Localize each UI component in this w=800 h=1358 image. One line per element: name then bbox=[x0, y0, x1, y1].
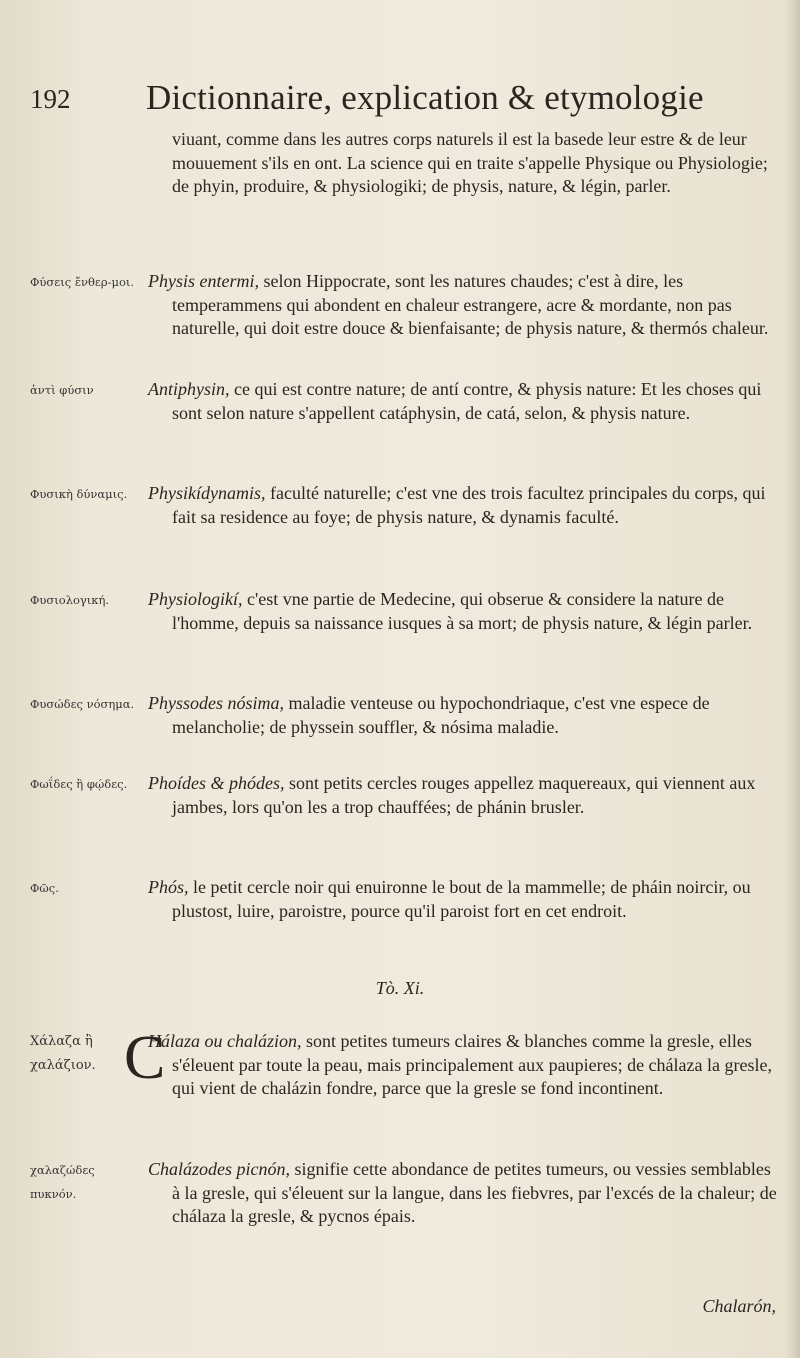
entry-definition: ce qui est contre nature; de antí contre, & physis nature: Et les choses qui sont selon nature s'appellent catáphysin, de catá, selon, & physis nature. bbox=[172, 379, 762, 423]
greek-margin-note: Φῶς. bbox=[30, 881, 59, 895]
greek-margin-note: Φωΐδες ἢ φῴδες. bbox=[30, 777, 128, 791]
entry-headword: Hálaza ou chalázion, bbox=[148, 1031, 302, 1051]
entry-definition: sont petites tumeurs claires & blanches comme la gresle, elles s'éleuent par toute la peau, mais principalement aux paupieres; de chálaza la gresle, qui vient de chalázin fondre, parce que la gresle se fond incontinent. bbox=[172, 1031, 772, 1098]
entry-headword: Phoídes & phódes, bbox=[148, 773, 285, 793]
greek-margin-note: Φύσεις ἔνθερ-μοι. bbox=[30, 275, 135, 289]
entry-definition: maladie venteuse ou hypochondriaque, c'est vne espece de melancholie; de physsein souffler, & nósima maladie. bbox=[172, 693, 710, 737]
entry-definition: c'est vne partie de Medecine, qui obserue & considere la nature de l'homme, depuis sa naissance iusques à sa mort; de physis nature, & légin parler. bbox=[172, 589, 753, 633]
entry-headword: Physsodes nósima, bbox=[148, 693, 284, 713]
entry-text bbox=[148, 588, 782, 635]
greek-margin-note: Φυσιολογική. bbox=[30, 593, 110, 607]
greek-margin-note: Φυσώδες νόσημα. bbox=[30, 697, 135, 711]
entry-text bbox=[148, 378, 782, 425]
greek-margin-note: Φυσικὴ δύναμις. bbox=[30, 487, 128, 501]
entry-text bbox=[148, 876, 782, 923]
entry-definition: signifie cette abondance de petites tumeurs, ou vessies semblables à la gresle, qui s'éleuent sur la langue, dans les fiebvres, par l'excés de la chaleur; de chálaza la gresle, & pycnos épais. bbox=[172, 1159, 777, 1226]
entry-definition: le petit cercle noir qui enuironne le bout de la mammelle; de pháin noircir, ou plustost, luire, paroistre, pource qu'il paroist fort en cet endroit. bbox=[172, 877, 751, 921]
entry-text bbox=[148, 482, 782, 529]
entry-text bbox=[124, 1024, 782, 1101]
entry-headword: Physiologikí, bbox=[148, 589, 243, 609]
entry-text bbox=[148, 692, 782, 739]
entry-headword: Antiphysin, bbox=[148, 379, 230, 399]
entry-headword: Physis entermi, bbox=[148, 271, 259, 291]
running-title: Dictionnaire, explication & etymologie bbox=[146, 78, 704, 117]
entry-definition: faculté naturelle; c'est vne des trois facultez principales du corps, qui fait sa residence au foye; de physis nature, & dynamis faculté. bbox=[172, 483, 766, 527]
section-heading: Tò. Xi. bbox=[375, 978, 425, 998]
catchword: Chalarón, bbox=[702, 1296, 776, 1316]
entry-text bbox=[148, 270, 782, 341]
entry-text bbox=[148, 772, 782, 819]
entry-text bbox=[148, 1158, 782, 1229]
greek-margin-note: χαλαζώδες πυκνόν. bbox=[30, 1163, 95, 1201]
greek-margin-note: Χάλαζα ἢ χαλάζιον. bbox=[30, 1034, 96, 1073]
intro-paragraph: viuant, comme dans les autres corps naturels il est la basede leur estre & de leur mouuement s'ils en ont. La science qui en traite s'appelle Physique ou Physiologie; de phyin, produire, & physiologiki; de physis, nature, & légin, parler. bbox=[172, 129, 768, 196]
entry-definition: selon Hippocrate, sont les natures chaudes; c'est à dire, les temperammens qui abondent en chaleur estrangere, acre & mordante, non pas naturelle, qui doit estre douce & bienfaisante; de physis nature, & thermós chaleur. bbox=[172, 271, 769, 338]
entry-headword: Chalázodes picnón, bbox=[148, 1159, 290, 1179]
entry-headword: Phós, bbox=[148, 877, 189, 897]
entry-headword: Physikídynamis, bbox=[148, 483, 266, 503]
page-number: 192 bbox=[30, 84, 71, 114]
page-header bbox=[0, 78, 800, 134]
page-edge-shadow bbox=[786, 0, 800, 1358]
greek-margin-note: ἀντὶ φύσιν bbox=[30, 383, 94, 397]
drop-capital: C bbox=[124, 1024, 166, 1092]
entry-definition: sont petits cercles rouges appellez maquereaux, qui viennent aux jambes, lors qu'on les a trop chauffées; de phánin brusler. bbox=[172, 773, 756, 817]
